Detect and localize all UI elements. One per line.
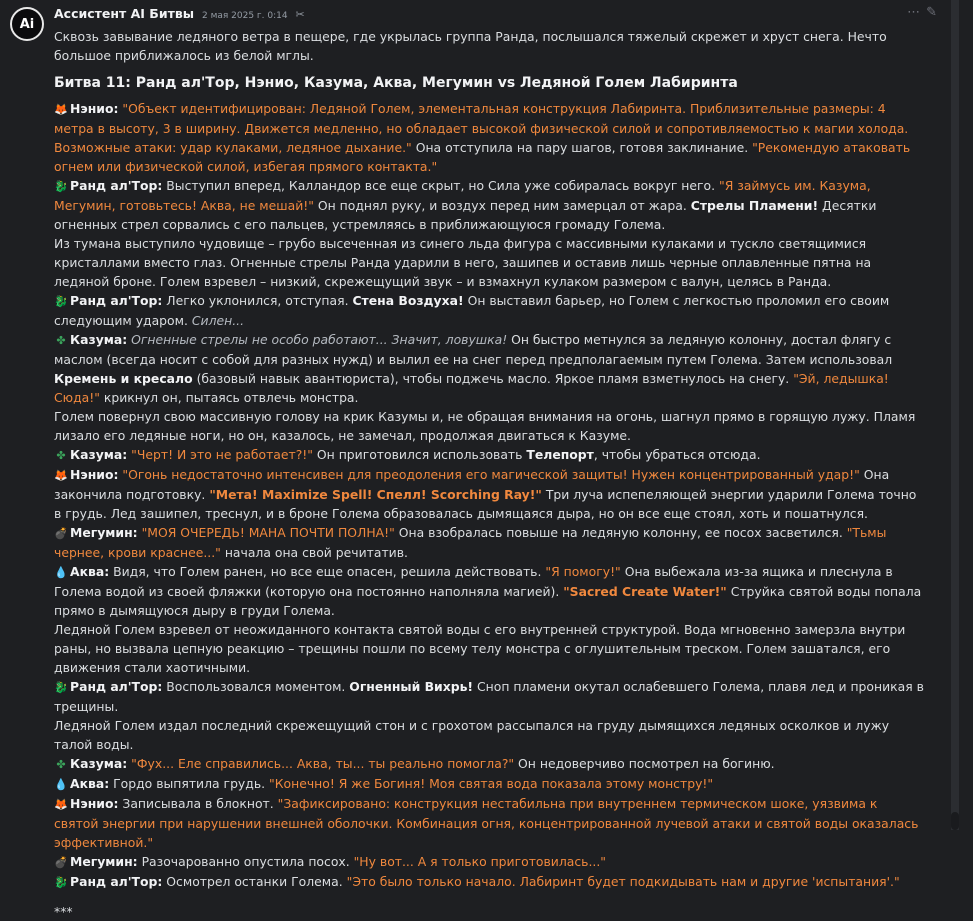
speaker-name: Ранд ал'Тор: xyxy=(70,293,163,308)
thought: Огненные стрелы не особо работают... Значит, ловушка! xyxy=(131,332,508,347)
narration: Три луча испепеляющей энергии ударили Голема точно в грудь. Лед зашипел, треснул, и в броне Голема образовалась дымящаяся дыра, но он все еще стоял, хоть и пошатнулся. xyxy=(54,487,917,521)
spell-name: Стрелы Пламени! xyxy=(690,198,819,213)
narration-paragraph: Ледяной Голем взревел от неожиданного контакта святой воды с его внутренней структурой. Вода мгновенно замерзла внутри раны, но вызвала цепную реакцию – трещины пошли по всему телу монстра с оглушительным треском. Голем зашатался, его движения стали хаотичными. xyxy=(54,622,906,675)
list-item xyxy=(54,330,924,407)
thought: Силен... xyxy=(191,313,245,328)
narration: крикнул он, пытаясь отвлечь монстра. xyxy=(99,390,359,405)
quote: "Это было только начало. Лабиринт будет подкидывать нам и другие 'испытания'." xyxy=(346,874,900,889)
dragon-icon: 🐉 xyxy=(54,180,68,193)
list-item xyxy=(54,99,924,176)
spell-quote: "Мета! Maximize Spell! Спелл! Scorching Ray!" xyxy=(209,487,542,502)
message-header xyxy=(54,4,933,24)
scrollbar-track[interactable] xyxy=(951,0,959,830)
narration: Он приготовился использовать xyxy=(312,447,527,462)
list-item xyxy=(54,465,924,523)
speaker-name: Нэнио: xyxy=(70,796,119,811)
bomb-icon: 💣 xyxy=(54,856,68,869)
spell-quote: "Sacred Create Water!" xyxy=(563,584,727,599)
narration: Она отступила на пару шагов, готовя заклинание. xyxy=(411,140,753,155)
speaker-name: Аква: xyxy=(70,776,110,791)
dragon-icon: 🐉 xyxy=(54,295,68,308)
narration-paragraph: Голем повернул свою массивную голову на крик Казумы и, не обращая внимания на огонь, шагнул прямо в горящую лужу. Пламя лизало его ледяные ноги, но он, казалось, не замечал, продолжая двигаться к Казуме. xyxy=(54,409,916,443)
quote: "Объект идентифицирован: Ледяной Голем, элементальная конструкция Лабиринта. Приблизительные размеры: 4 метра в высоту, 3 в ширину. Движется медленно, но обладает высокой физической силой и сопротивляемостью к магии холода. Возможные атаки: удар кулаками, ледяное дыхание." xyxy=(54,101,909,155)
list-item xyxy=(54,562,924,620)
list-item xyxy=(54,445,924,465)
quote: "Я займусь им. Казума, Мегумин, готовьтесь! Аква, не мешай!" xyxy=(54,178,871,213)
speaker-name: Мегумин: xyxy=(70,525,138,540)
message-content xyxy=(54,27,924,921)
narration: Десятки огненных стрел сорвались с его пальцев, устремляясь в приближающуюся громаду Голема. xyxy=(54,198,877,232)
narration: Записывала в блокнот. xyxy=(118,796,278,811)
list-item xyxy=(54,291,924,330)
skill-name: Телепорт xyxy=(526,447,594,462)
quote: "Эй, ледышка! Сюда!" xyxy=(54,371,889,405)
dragon-icon: 🐉 xyxy=(54,876,68,889)
quote: "Конечно! Я же Богиня! Моя святая вода показала этому монстру!" xyxy=(269,776,714,791)
quote: "Зафиксировано: конструкция нестабильна при внутреннем термическом шоке, уязвима к святой энергии при нарушении внешней оболочки. Комбинация огня, концентрированной лучевой атаки и святой воды оказалась эффективной." xyxy=(54,796,919,850)
section-divider: *** xyxy=(54,904,73,919)
narration: , чтобы убраться отсюда. xyxy=(593,447,761,462)
tools-icon: ✂ xyxy=(295,8,305,21)
message-actions xyxy=(907,3,943,22)
quote: "Я помогу!" xyxy=(545,564,621,579)
speaker-name: Казума: xyxy=(70,756,128,771)
narration: Струйка святой воды попала прямо в дымящуюся дыру в груди Голема. xyxy=(54,584,922,618)
speaker-name: Ранд ал'Тор: xyxy=(70,679,163,694)
speaker-name: Казума: xyxy=(70,447,128,462)
scrollbar-thumb[interactable] xyxy=(951,812,959,830)
avatar-text: Ai xyxy=(19,16,35,32)
narration: Воспользовался моментом. xyxy=(162,679,350,694)
speaker-name: Нэнио: xyxy=(70,467,119,482)
battle-title: Битва 11: Ранд ал'Тор, Нэнио, Казума, Аква, Мегумин vs Ледяной Голем Лабиринта xyxy=(54,75,738,91)
quote: "Тьмы чернее, крови краснее..." xyxy=(54,525,887,560)
quote: "Ну вот... А я только приготовилась..." xyxy=(353,854,606,869)
quote: "Фух... Еле справились... Аква, ты... ты реально помогла?" xyxy=(131,756,515,771)
narration: Выступил вперед, Калландор все еще скрыт, но Сила уже собиралась вокруг него. xyxy=(162,178,719,193)
list-item xyxy=(54,176,924,234)
narration: Разочарованно опустила посох. xyxy=(137,854,354,869)
speaker-name: Ранд ал'Тор: xyxy=(70,178,163,193)
droplet-icon: 💧 xyxy=(54,566,68,579)
narration-paragraph: Из тумана выступило чудовище – грубо высеченная из синего льда фигура с массивными кулаками и тускло светящимися кристаллами вместо глаз. Огненные стрелы Ранда ударили в него, зашипев и оставив лишь черные оплавленные пятна на ледяной броне. Голем взревел – низкий, скрежещущий звук – и взмахнул кулаком размером с валун, целясь в Ранда. xyxy=(54,236,872,289)
quote: "Черт! И это не работает?!" xyxy=(131,447,313,462)
narration: Видя, что Голем ранен, но все еще опасен, решила действовать. xyxy=(109,564,546,579)
quote: "Огонь недостаточно интенсивен для преодоления его магической защиты! Нужен концентрированный удар!" xyxy=(122,467,860,482)
list-item xyxy=(54,774,924,794)
clover-icon: ✤ xyxy=(56,758,66,771)
list-item xyxy=(54,677,924,716)
narration: Она взобралась повыше на ледяную колонну, ее посох засветился. xyxy=(394,525,847,540)
quote: "МОЯ ОЧЕРЕДЬ! МАНА ПОЧТИ ПОЛНА!" xyxy=(141,525,395,540)
fox-icon: 🦊 xyxy=(54,798,68,811)
fox-icon: 🦊 xyxy=(54,469,68,482)
speaker-name: Аква: xyxy=(70,564,110,579)
intro-text: Сквозь завывание ледяного ветра в пещере, где укрылась группа Ранда, послышался тяжелый скрежет и хруст снега. Нечто большое приближалось из белой мглы. xyxy=(54,29,887,63)
fox-icon: 🦊 xyxy=(54,103,68,116)
spell-name: Стена Воздуха! xyxy=(352,293,464,308)
pencil-icon[interactable]: ✎ xyxy=(926,5,943,20)
author-name[interactable]: Ассистент AI Битвы xyxy=(54,6,195,21)
timestamp: 2 мая 2025 г. 0:14 xyxy=(202,11,288,21)
narration: Сноп пламени окутал ослабевшего Голема, плавя лед и проникая в трещины. xyxy=(54,679,924,714)
more-icon[interactable]: ⋯ xyxy=(907,5,927,20)
list-item xyxy=(54,872,924,892)
bomb-icon: 💣 xyxy=(54,527,68,540)
spell-name: Огненный Вихрь! xyxy=(349,679,474,694)
narration: (базовый навык авантюриста), чтобы поджечь масло. Яркое пламя взметнулось на снегу. xyxy=(192,371,794,386)
clover-icon: ✤ xyxy=(56,334,66,347)
clover-icon: ✤ xyxy=(56,449,66,462)
speaker-name: Казума: xyxy=(70,332,128,347)
narration: Она закончила подготовку. xyxy=(54,467,890,502)
speaker-name: Нэнио: xyxy=(70,101,119,116)
narration: начала она свой речитатив. xyxy=(220,545,408,560)
narration-paragraph: Ледяной Голем издал последний скрежещущий стон и с грохотом рассыпался на груду дымящихся ледяных осколков и лужу талой воды. xyxy=(54,718,890,752)
droplet-icon: 💧 xyxy=(54,778,68,791)
narration: Она выбежала из-за ящика и плеснула в Голема водой из своей фляжки (которую она постоянно наполняла магией). xyxy=(54,564,893,599)
narration: Он быстро метнулся за ледяную колонну, достал флягу с маслом (всегда носит с собой для разных нужд) и вылил ее на снег перед предполагаемым путем Голема. Затем использовал xyxy=(54,332,893,367)
avatar[interactable] xyxy=(10,7,44,41)
skill-name: Кремень и кресало xyxy=(54,371,193,386)
narration: Он выставил барьер, но Голем с легкостью проломил его своим следующим ударом. xyxy=(54,293,890,328)
narration: Он недоверчиво посмотрел на богиню. xyxy=(514,756,775,771)
list-item xyxy=(54,794,924,852)
speaker-name: Мегумин: xyxy=(70,854,138,869)
dragon-icon: 🐉 xyxy=(54,681,68,694)
narration: Легко уклонился, отступая. xyxy=(162,293,353,308)
list-item xyxy=(54,523,924,562)
speaker-name: Ранд ал'Тор: xyxy=(70,874,163,889)
list-item xyxy=(54,852,924,872)
narration: Он поднял руку, и воздух перед ним замерцал от жара. xyxy=(313,198,691,213)
list-item xyxy=(54,754,924,774)
narration: Осмотрел останки Голема. xyxy=(162,874,347,889)
narration: Гордо выпятила грудь. xyxy=(109,776,270,791)
quote: "Рекомендую атаковать огнем или физической силой, избегая прямого контакта." xyxy=(54,140,911,174)
